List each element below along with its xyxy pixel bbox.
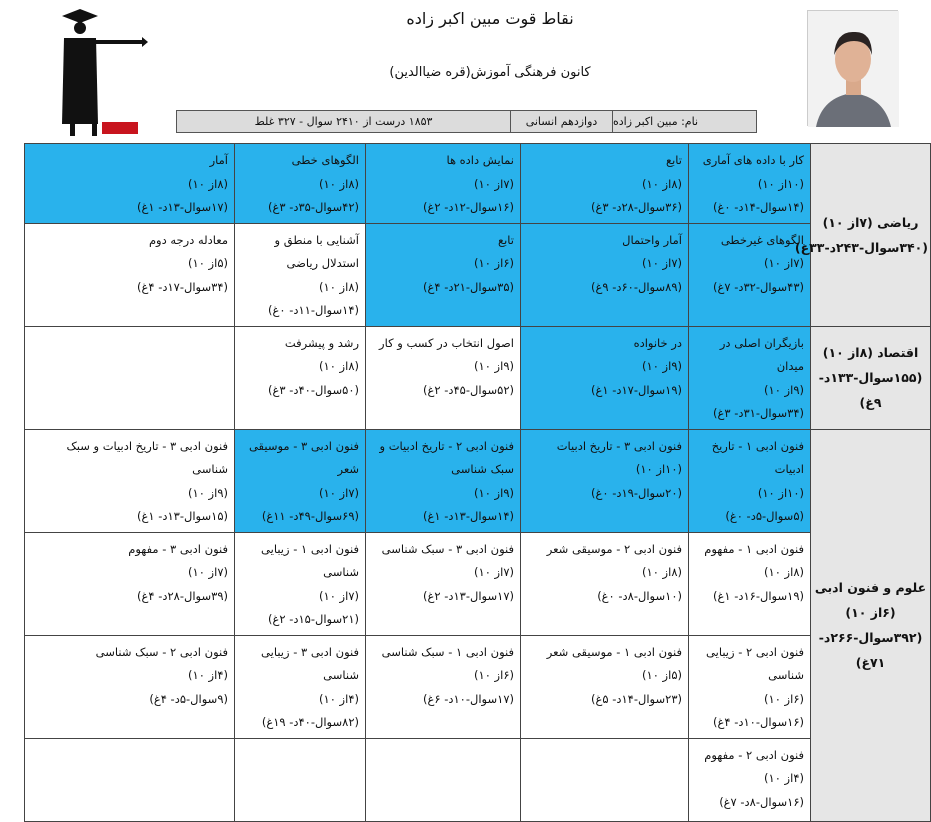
topic-score: (۷از ۱۰) — [319, 588, 359, 603]
student-grade: دوازدهم انسانی — [510, 111, 612, 132]
topic-cell — [235, 223, 366, 326]
topic-stats: (۲۰سوال-۱۹د- ۰غ) — [591, 485, 682, 500]
overall-stats: ۱۸۵۳ درست از ۲۴۱۰ سوال - ۳۲۷ غلط — [254, 115, 433, 128]
topic-cell — [689, 738, 811, 821]
topic-score: (۷از ۱۰) — [764, 256, 804, 270]
topic-name: معادله درجه دوم — [148, 232, 228, 247]
topic-stats: (۴۲سوال-۳۵د- ۳غ) — [268, 200, 359, 214]
topic-score: (۶از ۱۰) — [474, 668, 514, 682]
topic-stats: (۳۵سوال-۲۱د- ۴غ) — [423, 279, 514, 294]
topic-score: (۶از ۱۰) — [764, 691, 804, 706]
topic-name: فنون ادبی ۳ - سبک شناسی — [381, 541, 514, 556]
topic-score: (۱۰از ۱۰) — [757, 176, 804, 191]
topic-cell — [521, 532, 689, 635]
topic-name: آمار واحتمال — [622, 232, 682, 247]
topic-name: رشد و پیشرفت — [284, 335, 359, 350]
topic-stats: (۹سوال-۵د- ۴غ) — [149, 691, 228, 706]
page-title: نقاط قوت مبین اکبر زاده — [406, 9, 574, 28]
topic-stats: (۵سوال-۵د- ۰غ) — [725, 509, 804, 523]
topic-cell — [235, 532, 366, 635]
topic-cell — [235, 326, 366, 429]
empty-cell — [366, 738, 521, 821]
topic-stats: (۲۱سوال-۱۵د- ۲غ) — [268, 612, 359, 626]
topic-cell — [366, 223, 521, 326]
topic-cell — [235, 635, 366, 738]
topic-name: فنون ادبی ۲ - موسیقی شعر — [546, 541, 682, 556]
topic-stats: (۱۶سوال-۱۲د- ۲غ) — [423, 200, 514, 214]
table-row — [25, 738, 931, 821]
category-stats: (۳۴۰سوال-۲۴۳د-۳۳غ) — [794, 239, 928, 255]
topic-name: فنون ادبی ۳ - موسیقی شعر — [248, 438, 359, 476]
topic-stats: (۸۹سوال-۶۰د- ۹غ) — [591, 279, 682, 294]
topic-score: (۸از ۱۰) — [319, 176, 359, 191]
topic-name: فنون ادبی ۳ - تاریخ ادبیات — [556, 438, 682, 453]
topic-name: فنون ادبی ۱ - زیبایی شناسی — [261, 541, 359, 579]
student-photo-graphic — [808, 11, 899, 127]
topic-name: کار با داده های آماری — [702, 153, 804, 167]
topic-score: (۷از ۱۰) — [319, 485, 359, 500]
category-stats: (۱۵۵سوال-۱۳۳د- ۹غ) — [818, 370, 923, 410]
topic-stats: (۴۳سوال-۳۲د- ۷غ) — [713, 279, 804, 294]
topic-name: آمار — [209, 153, 228, 167]
topic-cell — [235, 429, 366, 532]
category-title: اقتصاد (۸از ۱۰) — [822, 345, 919, 360]
empty-cell — [521, 738, 689, 821]
topic-cell — [25, 532, 235, 635]
topic-stats: (۳۹سوال-۲۸د- ۴غ) — [137, 588, 228, 603]
topic-name: الگوهای غیرخطی — [720, 232, 804, 247]
topic-cell — [689, 144, 811, 224]
topic-score: (۸از ۱۰) — [642, 176, 682, 191]
empty-cell — [25, 738, 235, 821]
topic-stats: (۵۰سوال-۴۰د- ۳غ) — [268, 382, 359, 397]
topic-score: (۱۰از ۱۰) — [757, 485, 804, 500]
topic-cell — [366, 532, 521, 635]
topic-stats: (۱۴سوال-۱۴د- ۰غ) — [713, 200, 804, 214]
topic-score: (۸از ۱۰) — [642, 565, 682, 579]
topic-name: فنون ادبی ۳ - زیبایی شناسی — [261, 644, 359, 682]
topic-name: تابع — [497, 232, 514, 247]
topic-stats: (۱۹سوال-۱۷د- ۱غ) — [591, 382, 682, 397]
topic-name: فنون ادبی ۱ - موسیقی شعر — [546, 644, 682, 659]
category-cell — [794, 144, 931, 327]
logo — [52, 4, 150, 138]
topic-cell — [25, 635, 235, 738]
topic-name: اصول انتخاب در کسب و کار — [379, 335, 514, 350]
topic-score: (۷از ۱۰) — [188, 565, 228, 579]
topic-stats: (۱۴سوال-۱۳د- ۱غ) — [423, 509, 514, 523]
topic-score: (۸از ۱۰) — [319, 359, 359, 373]
table-row — [25, 326, 931, 429]
topic-cell — [25, 429, 235, 532]
topic-score: (۹از ۱۰) — [474, 359, 514, 373]
topic-score: (۸از ۱۰) — [188, 176, 228, 191]
topic-stats: (۱۴سوال-۱۱د- ۰غ) — [268, 303, 359, 317]
topic-name: فنون ادبی ۱ - تاریخ ادبیات — [711, 438, 804, 476]
category-cell — [811, 326, 931, 429]
topic-stats: (۸۲سوال-۴۰د- ۱۹غ) — [261, 715, 359, 729]
topic-score: (۸از ۱۰) — [319, 279, 359, 294]
topic-score: (۸از ۱۰) — [764, 565, 804, 579]
topic-cell — [689, 326, 811, 429]
topic-stats: (۱۶سوال-۸د- ۷غ) — [719, 794, 804, 809]
category-cell — [811, 429, 931, 821]
table-row — [25, 223, 931, 326]
table-row — [25, 532, 931, 635]
topic-cell — [521, 635, 689, 738]
topic-cell — [521, 326, 689, 429]
category-title: ریاضی (۷از ۱۰) — [822, 214, 919, 230]
topic-stats: (۳۴سوال-۳۱د- ۳غ) — [713, 406, 804, 420]
topic-score: (۴از ۱۰) — [319, 691, 359, 706]
topic-cell — [366, 326, 521, 429]
topic-name: بازیگران اصلی در میدان — [719, 335, 804, 373]
topic-name: در خانواده — [633, 335, 682, 350]
topic-stats: (۱۵سوال-۱۳د- ۱غ) — [137, 509, 228, 523]
topic-name: فنون ادبی ۲ - مفهوم — [704, 747, 804, 762]
topic-name: الگوهای خطی — [291, 153, 359, 167]
topic-stats: (۱۹سوال-۱۶د- ۱غ) — [713, 588, 804, 603]
table-row — [25, 429, 931, 532]
topic-name: فنون ادبی ۲ - تاریخ ادبیات و سبک شناسی — [379, 438, 514, 476]
category-stats: (۳۹۲سوال-۲۶۶د- ۷۱غ) — [818, 630, 923, 670]
topic-cell — [521, 144, 689, 224]
topic-stats: (۱۰سوال-۸د- ۰غ) — [597, 588, 682, 603]
topic-cell — [366, 144, 521, 224]
topic-cell — [521, 429, 689, 532]
topic-stats: (۵۲سوال-۴۵د- ۲غ) — [423, 382, 514, 397]
topic-score: (۵از ۱۰) — [188, 256, 228, 270]
topic-cell — [521, 223, 689, 326]
logo-graphic — [52, 4, 150, 138]
topic-name: فنون ادبی ۳ - تاریخ ادبیات و سبک شناسی — [66, 438, 228, 476]
empty-cell — [235, 738, 366, 821]
empty-cell — [25, 326, 235, 429]
student-info-bar — [176, 110, 757, 133]
topic-name: تابع — [665, 153, 682, 167]
topic-name: نمایش داده ها — [446, 153, 514, 167]
topic-cell — [689, 223, 811, 326]
topic-name: فنون ادبی ۱ - سبک شناسی — [381, 644, 514, 659]
topic-name: فنون ادبی ۲ - زیبایی شناسی — [706, 644, 804, 682]
topic-cell — [689, 429, 811, 532]
topic-score: (۱۰از ۱۰) — [635, 462, 682, 476]
table-row — [25, 144, 931, 224]
topic-score: (۷از ۱۰) — [474, 565, 514, 579]
topic-cell — [235, 144, 366, 224]
topic-name: فنون ادبی ۱ - مفهوم — [704, 541, 804, 556]
topic-stats: (۱۷سوال-۱۳د- ۲غ) — [423, 588, 514, 603]
topic-name: فنون ادبی ۳ - مفهوم — [128, 541, 228, 556]
topic-stats: (۳۴سوال-۱۷د- ۴غ) — [137, 279, 228, 294]
topic-cell — [689, 532, 811, 635]
topic-score: (۷از ۱۰) — [642, 256, 682, 270]
topic-score: (۶از ۱۰) — [474, 256, 514, 270]
topic-cell — [366, 429, 521, 532]
topic-stats: (۱۷سوال-۱۰د- ۶غ) — [423, 691, 514, 706]
topic-score: (۴از ۱۰) — [764, 771, 804, 785]
topic-stats: (۱۷سوال-۱۳د- ۱غ) — [137, 200, 228, 214]
topic-cell — [25, 223, 235, 326]
topic-stats: (۱۶سوال-۱۰د- ۴غ) — [713, 715, 804, 729]
table-row — [25, 635, 931, 738]
topic-stats: (۲۳سوال-۱۴د- ۵غ) — [591, 691, 682, 706]
topic-score: (۴از ۱۰) — [188, 668, 228, 682]
category-title: علوم و فنون ادبی (۶از ۱۰) — [814, 580, 927, 620]
student-photo — [807, 10, 898, 126]
strengths-table — [24, 143, 931, 822]
topic-score: (۹از ۱۰) — [764, 382, 804, 397]
topic-cell — [25, 144, 235, 224]
topic-score: (۹از ۱۰) — [188, 485, 228, 500]
topic-stats: (۳۶سوال-۲۸د- ۳غ) — [591, 200, 682, 214]
topic-score: (۹از ۱۰) — [474, 485, 514, 500]
topic-cell — [689, 635, 811, 738]
topic-cell — [366, 635, 521, 738]
topic-stats: (۶۹سوال-۴۹د- ۱۱غ) — [261, 509, 359, 523]
topic-score: (۵از ۱۰) — [642, 668, 682, 682]
student-name: نام: مبین اکبر زاده — [612, 111, 756, 132]
topic-score: (۹از ۱۰) — [642, 359, 682, 373]
topic-score: (۷از ۱۰) — [474, 176, 514, 191]
page-subtitle: کانون فرهنگی آموزش(قره ضیاالدین) — [389, 65, 591, 80]
topic-name: آشنایی با منطق و استدلال ریاضی — [274, 232, 359, 270]
topic-name: فنون ادبی ۲ - سبک شناسی — [95, 644, 228, 659]
